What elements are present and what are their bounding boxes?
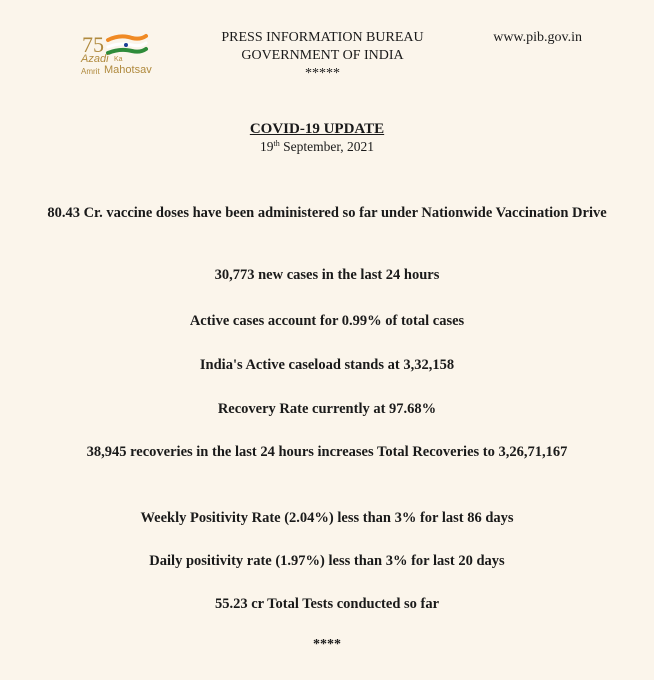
headline-weekly-positivity: Weekly Positivity Rate (2.04%) less than 3% for last 86 days <box>140 510 514 526</box>
bureau-header <box>200 29 445 83</box>
headline-new-cases: 30,773 new cases in the last 24 hours <box>214 267 440 283</box>
headline-recoveries: 38,945 recoveries in the last 24 hours increases Total Recoveries to 3,26,71,167 <box>86 444 568 460</box>
headline-daily-positivity: Daily positivity rate (1.97%) less than 3% for last 20 days <box>149 553 505 569</box>
headline-recovery-rate: Recovery Rate currently at 97.68% <box>217 401 437 417</box>
page-title: COVID-19 UPDATE <box>249 121 385 137</box>
logo-text-amrit: Amrit <box>81 67 100 76</box>
logo-text-azadi: Azadi <box>81 53 109 65</box>
bureau-name: PRESS INFORMATION BUREAU <box>221 30 424 45</box>
logo-text-mahotsav: Mahotsav <box>104 64 152 76</box>
headline-vaccine-doses: 80.43 Cr. vaccine doses have been administered so far under Nationwide Vaccination Drive <box>47 205 607 221</box>
government-name: GOVERNMENT OF INDIA <box>241 48 404 63</box>
azadi-ka-amrit-mahotsav-logo <box>80 30 170 82</box>
header-separator: ***** <box>305 66 340 81</box>
update-date <box>0 139 634 155</box>
headline-active-caseload: India's Active caseload stands at 3,32,158 <box>199 357 455 373</box>
headline-total-tests: 55.23 cr Total Tests conducted so far <box>214 596 440 612</box>
logo-text-ka: Ka <box>114 56 123 63</box>
logo-numeral: 75 <box>82 32 104 57</box>
headline-active-cases-share: Active cases account for 0.99% of total cases <box>189 313 465 329</box>
date-day: 19 <box>259 139 274 154</box>
date-suffix: th <box>273 139 280 148</box>
website-link[interactable]: www.pib.gov.in <box>493 30 582 45</box>
date-rest: September, 2021 <box>279 139 375 154</box>
end-separator: **** <box>313 637 341 652</box>
